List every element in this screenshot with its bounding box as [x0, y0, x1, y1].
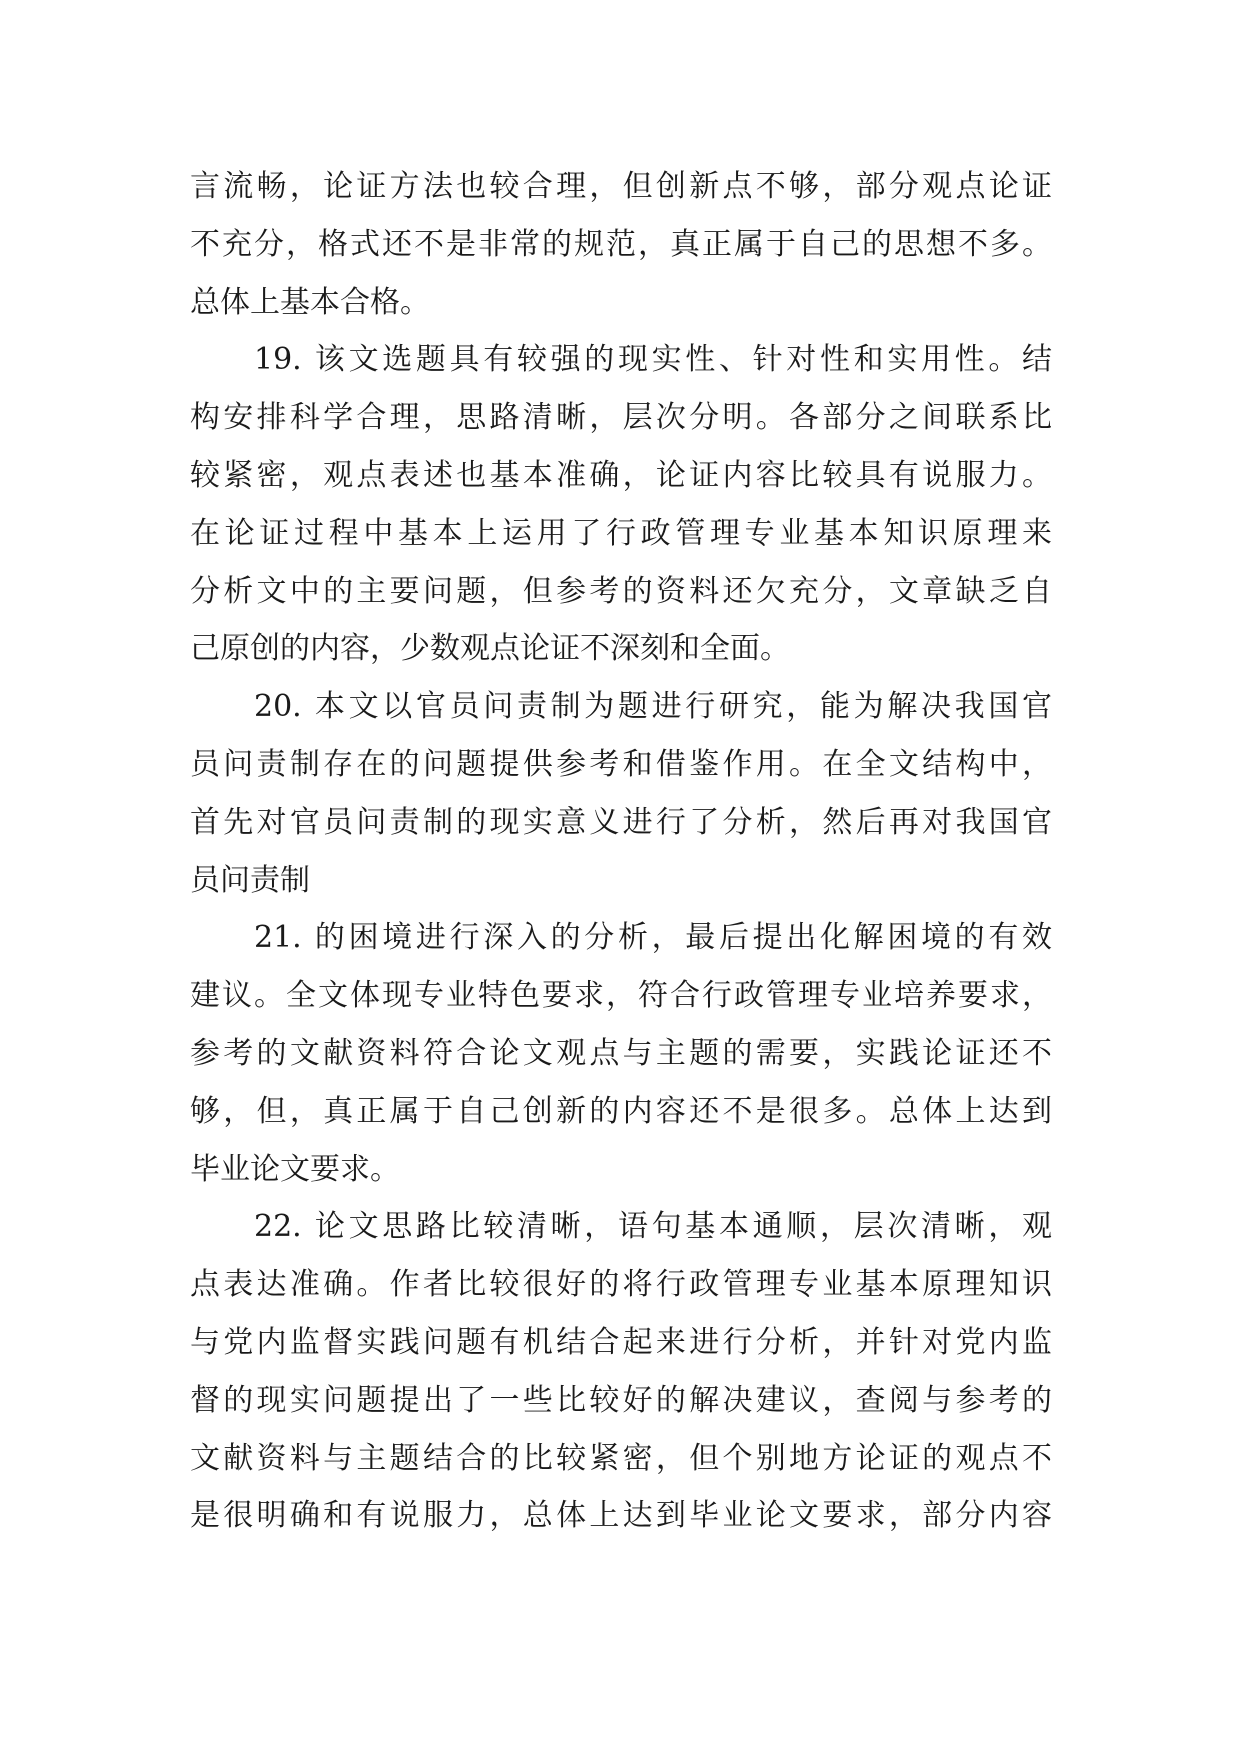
text-line: 文献资料与主题结合的比较紧密，但个别地方论证的观点不: [190, 1440, 1052, 1476]
text-line: 员问责制存在的问题提供参考和借鉴作用。在全文结构中，: [190, 746, 1052, 782]
text-line: 分析文中的主要问题，但参考的资料还欠充分，文章缺乏自: [190, 573, 1052, 609]
text-line: 总体上基本合格。: [190, 284, 430, 320]
text-line: 言流畅，论证方法也较合理，但创新点不够，部分观点论证: [190, 169, 1052, 204]
paragraph-19: [190, 331, 1052, 678]
text-line: 在论证过程中基本上运用了行政管理专业基本知识原理来: [190, 515, 1052, 551]
text-line: 建议。全文体现专业特色要求，符合行政管理专业培养要求，: [190, 978, 1052, 1014]
text-line: 员问责制: [190, 862, 310, 898]
text-line: 22. 论文思路比较清晰，语句基本通顺，层次清晰，观: [254, 1209, 1052, 1245]
paragraph-22: [190, 1198, 1052, 1545]
text-line: 构安排科学合理，思路清晰，层次分明。各部分之间联系比: [190, 400, 1052, 436]
text-line: 够，但，真正属于自己创新的内容还不是很多。总体上达到: [190, 1093, 1052, 1129]
text-line: 参考的文献资料符合论文观点与主题的需要，实践论证还不: [190, 1035, 1052, 1071]
paragraph-21: [190, 909, 1052, 1198]
text-line: 毕业论文要求。: [190, 1151, 400, 1187]
text-line: 不充分，格式还不是非常的规范，真正属于自己的思想不多。: [190, 226, 1052, 262]
text-line: 点表达准确。作者比较很好的将行政管理专业基本原理知识: [190, 1267, 1052, 1303]
document-page: [190, 158, 1052, 1545]
text-line: 己原创的内容，少数观点论证不深刻和全面。: [190, 631, 790, 667]
paragraph-20: [190, 678, 1052, 909]
text-line: 督的现实问题提出了一些比较好的解决建议，查阅与参考的: [190, 1382, 1052, 1418]
text-line: 较紧密，观点表述也基本准确，论证内容比较具有说服力。: [190, 457, 1052, 493]
text-line: 首先对官员问责制的现实意义进行了分析，然后再对我国官: [190, 804, 1052, 840]
text-line: 21. 的困境进行深入的分析，最后提出化解困境的有效: [254, 920, 1052, 956]
paragraph-18-continued: [190, 158, 1052, 331]
text-line: 19. 该文选题具有较强的现实性、针对性和实用性。结: [254, 342, 1052, 378]
text-line: 与党内监督实践问题有机结合起来进行分析，并针对党内监: [190, 1324, 1052, 1360]
text-line: 20. 本文以官员问责制为题进行研究，能为解决我国官: [254, 689, 1052, 725]
text-line: 是很明确和有说服力，总体上达到毕业论文要求，部分内容: [190, 1498, 1052, 1534]
